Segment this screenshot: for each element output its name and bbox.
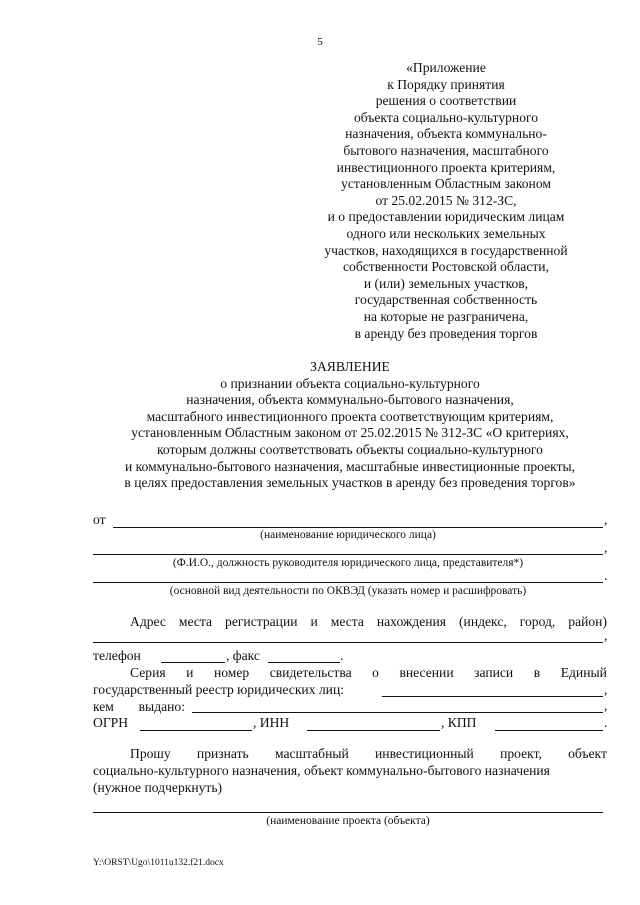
appendix-line: инвестиционного проекта критериям, <box>336 159 556 175</box>
request-word: признать <box>196 746 249 761</box>
appendix-line: «Приложение <box>406 60 486 75</box>
subtitle-line: которым должны соответствовать объекты социально-культурного <box>157 441 543 457</box>
appendix-line: решения о соответствии <box>375 93 517 109</box>
appendix-line: на которые не разграничена, <box>363 308 529 324</box>
appendix-line: установленным Областным законом <box>341 176 551 192</box>
ogrn-label: ОГРН <box>93 715 129 730</box>
appendix-line: государственная собственность <box>354 292 538 308</box>
period: . <box>604 568 608 583</box>
comma: , <box>604 698 608 713</box>
subtitle-line: и коммунально-бытового назначения, масштабные инвестиционные проекты, <box>124 458 576 474</box>
caption-okved: (основной вид деятельности по ОКВЭД (указать номер и расшифровать) <box>169 585 527 597</box>
request-line-3: (нужное подчеркнуть) <box>93 780 223 795</box>
cert-word: свидетельства <box>269 665 352 680</box>
appendix-line: бытового назначения, масштабного <box>343 142 549 158</box>
cert-word: Единый <box>560 665 607 680</box>
fax-label: , факс <box>226 648 260 663</box>
appendix-line: к Порядку принятия <box>387 76 505 92</box>
subtitle-line: установленным Областным законом от 25.02.2015 № 312-ЗС «О критериях, <box>131 425 569 441</box>
request-line-1 <box>130 746 607 762</box>
address-word: места <box>178 614 213 629</box>
document-title: ЗАЯВЛЕНИЕ <box>310 359 390 374</box>
certificate-label <box>130 665 607 681</box>
cert-word: и <box>186 665 194 680</box>
appendix-header <box>300 60 592 342</box>
appendix-line: одного или нескольких земельных <box>346 225 546 241</box>
comma: , <box>604 512 608 527</box>
cert-word: о <box>372 665 379 680</box>
issued-word: кем <box>93 699 114 714</box>
appendix-line: и о предоставлении юридическим лицам <box>327 209 565 225</box>
caption-project-name: (наименование проекта (объекта) <box>266 815 430 827</box>
appendix-line: участков, находящихся в государственной <box>324 242 568 258</box>
request-word: объект <box>568 746 607 761</box>
registry-label: государственный реестр юридических лиц: <box>93 682 344 697</box>
address-word: нахождения <box>376 614 447 629</box>
request-line-2: социально-культурного назначения, объект коммунально-бытового назначения <box>93 763 550 778</box>
caption-org-name: (наименование юридического лица) <box>260 529 436 541</box>
address-word: регистрации <box>225 614 298 629</box>
head-name-field[interactable] <box>93 554 603 555</box>
issued-by-label <box>93 699 185 715</box>
ogrn-field[interactable] <box>140 730 252 731</box>
cert-word: записи <box>474 665 514 680</box>
inn-field[interactable] <box>307 730 440 731</box>
kpp-label: , КПП <box>441 715 477 730</box>
subtitle-line: в целях предоставления земельных участков в аренду без проведения торгов» <box>124 475 576 491</box>
comma: , <box>604 540 608 555</box>
statement-title-block <box>60 359 640 492</box>
appendix-line: от 25.02.2015 № 312-ЗС, <box>375 192 517 208</box>
cert-word: внесении <box>399 665 454 680</box>
appendix-line: объекта социально-культурного <box>353 109 539 125</box>
comma: , <box>604 682 608 697</box>
appendix-line: назначения, объекта коммунально- <box>345 126 547 142</box>
address-word: и <box>310 614 318 629</box>
request-word: инвестиционный <box>375 746 474 761</box>
footer-file-path: Y:\ORST\Ugo\1011u132.f21.docx <box>93 858 224 868</box>
fax-field[interactable] <box>268 662 340 663</box>
okved-field[interactable] <box>93 582 603 583</box>
inn-label: , ИНН <box>253 715 290 730</box>
request-word: масштабный <box>274 746 349 761</box>
org-name-field[interactable] <box>113 527 603 528</box>
address-word: город, <box>519 614 556 629</box>
cert-word: в <box>533 665 541 680</box>
comma: , <box>604 628 608 643</box>
appendix-line: в аренду без проведения торгов <box>354 325 538 341</box>
phone-field[interactable] <box>161 662 225 663</box>
address-word: район) <box>568 614 607 629</box>
address-label <box>130 614 607 630</box>
period: . <box>604 715 608 730</box>
caption-head-name: (Ф.И.О., должность руководителя юридического лица, представителя*) <box>172 557 524 569</box>
subtitle-line: о признании объекта социально-культурного <box>220 375 480 391</box>
appendix-line: собственности Ростовской области, <box>343 259 549 275</box>
address-word: места <box>330 614 364 629</box>
cert-word: номер <box>213 665 250 680</box>
certificate-field[interactable] <box>382 696 603 697</box>
from-label: от <box>93 512 106 527</box>
address-word: Адрес <box>130 614 166 629</box>
project-name-field[interactable] <box>93 812 603 813</box>
subtitle-line: назначения, объекта коммунально-бытового назначения, <box>186 392 514 408</box>
appendix-line: и (или) земельных участков, <box>363 275 529 291</box>
kpp-field[interactable] <box>495 730 603 731</box>
issued-word: выдано: <box>138 699 185 714</box>
request-word: проект, <box>500 746 542 761</box>
request-word: Прошу <box>130 746 171 761</box>
address-field[interactable] <box>93 642 603 643</box>
period: . <box>340 648 344 663</box>
subtitle-line: масштабного инвестиционного проекта соответствующим критериям, <box>146 408 554 424</box>
issued-by-field[interactable] <box>192 712 603 713</box>
phone-label: телефон <box>93 648 141 663</box>
address-word: (индекс, <box>459 614 507 629</box>
cert-word: Серия <box>130 665 166 680</box>
page-number: 5 <box>317 36 323 48</box>
